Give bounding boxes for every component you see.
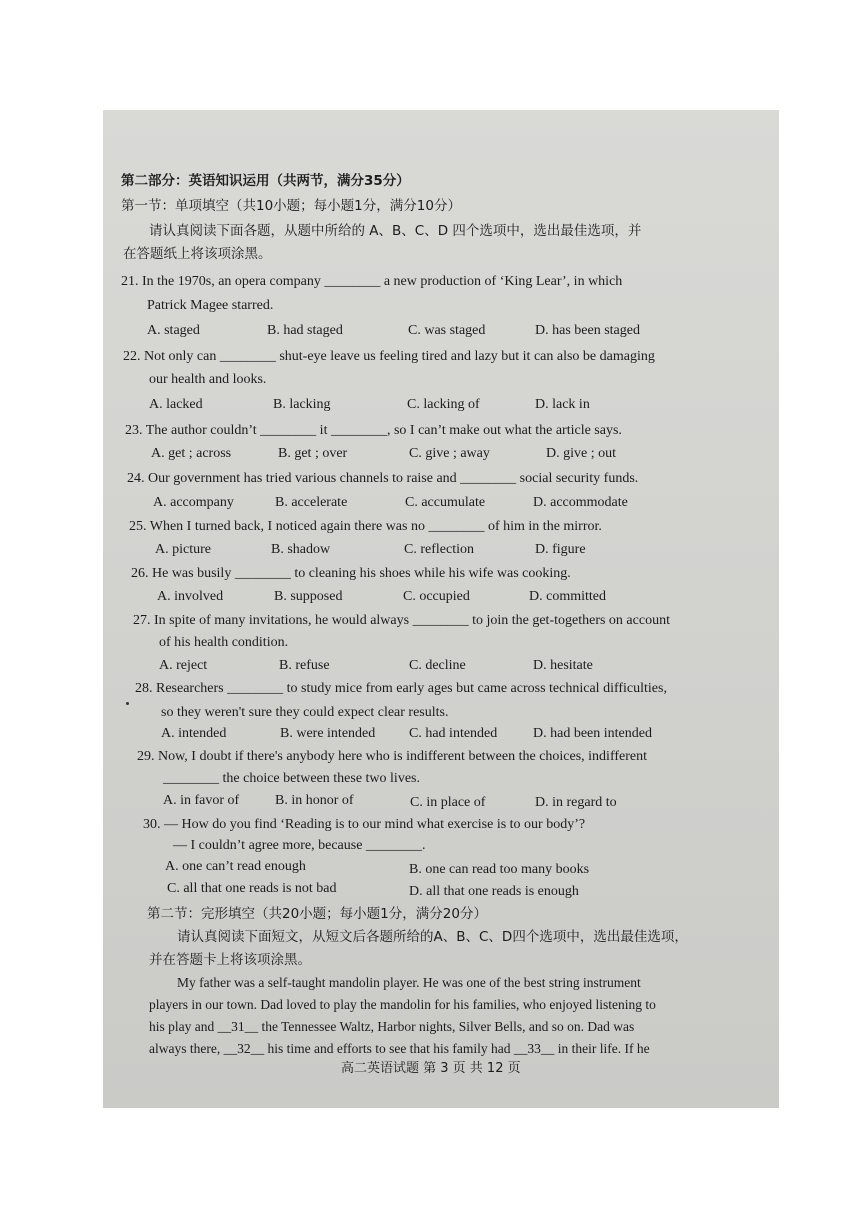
option-a[interactable]: A. get ; across xyxy=(151,446,232,461)
option-b[interactable]: B. one can read too many books xyxy=(409,862,590,877)
option-c[interactable]: C. give ; away xyxy=(409,446,490,461)
option-a[interactable]: A. lacked xyxy=(149,397,203,412)
section1-title: 第一节：单项填空（共10小题；每小题1分，满分10分） xyxy=(121,198,461,214)
question-stem: 29. Now, I doubt if there's anybody here who is indifferent between the choices, indifferent xyxy=(137,749,648,764)
section1-instruction: 请认真阅读下面各题，从题中所给的 A、B、C、D 四个选项中，选出最佳选项，并 xyxy=(149,223,642,239)
option-c[interactable]: C. accumulate xyxy=(405,495,486,510)
passage-line: players in our town. Dad loved to play the mandolin for his families, who enjoyed listening to xyxy=(149,997,656,1012)
option-a[interactable]: A. picture xyxy=(155,542,211,557)
option-a[interactable]: A. accompany xyxy=(153,495,234,510)
part-title: 第二部分：英语知识运用（共两节，满分35分） xyxy=(121,173,410,189)
option-d[interactable]: D. had been intended xyxy=(533,726,652,741)
question-stem-cont: — I couldn’t agree more, because ________. xyxy=(173,838,426,853)
option-a[interactable]: A. in favor of xyxy=(163,793,240,808)
page-footer: 高二英语试题 第 3 页 共 12 页 xyxy=(341,1061,521,1076)
option-b[interactable]: B. supposed xyxy=(274,589,343,604)
question-stem-cont: of his health condition. xyxy=(159,635,289,650)
option-d[interactable]: D. has been staged xyxy=(535,323,640,338)
option-b[interactable]: B. in honor of xyxy=(275,793,354,808)
option-d[interactable]: D. lack in xyxy=(535,397,590,412)
question-stem: 25. When I turned back, I noticed again there was no ________ of him in the mirror. xyxy=(129,519,602,534)
option-c[interactable]: C. occupied xyxy=(403,589,470,604)
question-stem-cont: so they weren't sure they could expect clear results. xyxy=(161,705,449,720)
passage-line: always there, __32__ his time and efforts to see that his family had __33__ in their life. If he xyxy=(149,1041,650,1056)
option-b[interactable]: B. had staged xyxy=(267,323,343,338)
option-c[interactable]: C. was staged xyxy=(408,323,486,338)
question-stem: 26. He was busily ________ to cleaning his shoes while his wife was cooking. xyxy=(131,566,571,581)
option-a[interactable]: A. one can’t read enough xyxy=(165,859,306,874)
question-stem-cont: our health and looks. xyxy=(149,372,267,387)
section2-instruction-cont: 并在答题卡上将该项涂黑。 xyxy=(149,952,311,968)
passage-line: My father was a self-taught mandolin player. He was one of the best string instrument xyxy=(177,975,641,990)
passage-line: his play and __31__ the Tennessee Waltz, Harbor nights, Silver Bells, and so on. Dad was xyxy=(149,1019,635,1034)
option-d[interactable]: D. hesitate xyxy=(533,658,593,673)
option-d[interactable]: D. committed xyxy=(529,589,606,604)
option-c[interactable]: C. decline xyxy=(409,658,466,673)
question-stem: 22. Not only can ________ shut-eye leave us feeling tired and lazy but it can also be damaging xyxy=(123,349,655,364)
option-d[interactable]: D. accommodate xyxy=(533,495,628,510)
exam-page xyxy=(103,110,779,1108)
section2-instruction: 请认真阅读下面短文，从短文后各题所给的A、B、C、D四个选项中，选出最佳选项， xyxy=(177,929,688,945)
option-d[interactable]: D. figure xyxy=(535,542,586,557)
option-a[interactable]: A. involved xyxy=(157,589,224,604)
option-c[interactable]: C. had intended xyxy=(409,726,498,741)
option-b[interactable]: B. were intended xyxy=(280,726,376,741)
option-b[interactable]: B. get ; over xyxy=(278,446,348,461)
section2-title: 第二节：完形填空（共20小题；每小题1分，满分20分） xyxy=(147,906,487,922)
option-b[interactable]: B. lacking xyxy=(273,397,331,412)
question-stem: 30. — How do you find ‘Reading is to our mind what exercise is to our body’? xyxy=(143,817,586,832)
option-c[interactable]: C. lacking of xyxy=(407,397,480,412)
question-stem: 24. Our government has tried various channels to raise and ________ social security funds. xyxy=(127,471,639,486)
question-stem-cont: Patrick Magee starred. xyxy=(147,298,274,313)
option-a[interactable]: A. reject xyxy=(159,658,208,673)
question-stem: 28. Researchers ________ to study mice from early ages but came across technical difficulties, xyxy=(135,681,667,696)
option-b[interactable]: B. accelerate xyxy=(275,495,348,510)
question-stem: 23. The author couldn’t ________ it ________, so I can’t make out what the article says. xyxy=(125,423,622,438)
option-c[interactable]: C. all that one reads is not bad xyxy=(167,881,337,896)
option-d[interactable]: D. all that one reads is enough xyxy=(409,884,579,899)
question-stem-cont: ________ the choice between these two lives. xyxy=(163,771,420,786)
option-a[interactable]: A. staged xyxy=(147,323,200,338)
option-d[interactable]: D. in regard to xyxy=(535,795,617,810)
option-b[interactable]: B. refuse xyxy=(279,658,330,673)
stray-mark xyxy=(126,702,129,705)
question-stem: 27. In spite of many invitations, he would always ________ to join the get-togethers on account xyxy=(133,613,670,628)
option-c[interactable]: C. reflection xyxy=(404,542,474,557)
option-d[interactable]: D. give ; out xyxy=(546,446,616,461)
section1-instruction-cont: 在答题纸上将该项涂黑。 xyxy=(123,246,272,262)
option-c[interactable]: C. in place of xyxy=(410,795,486,810)
option-b[interactable]: B. shadow xyxy=(271,542,331,557)
option-a[interactable]: A. intended xyxy=(161,726,227,741)
question-stem: 21. In the 1970s, an opera company ________ a new production of ‘King Lear’, in which xyxy=(121,274,623,289)
